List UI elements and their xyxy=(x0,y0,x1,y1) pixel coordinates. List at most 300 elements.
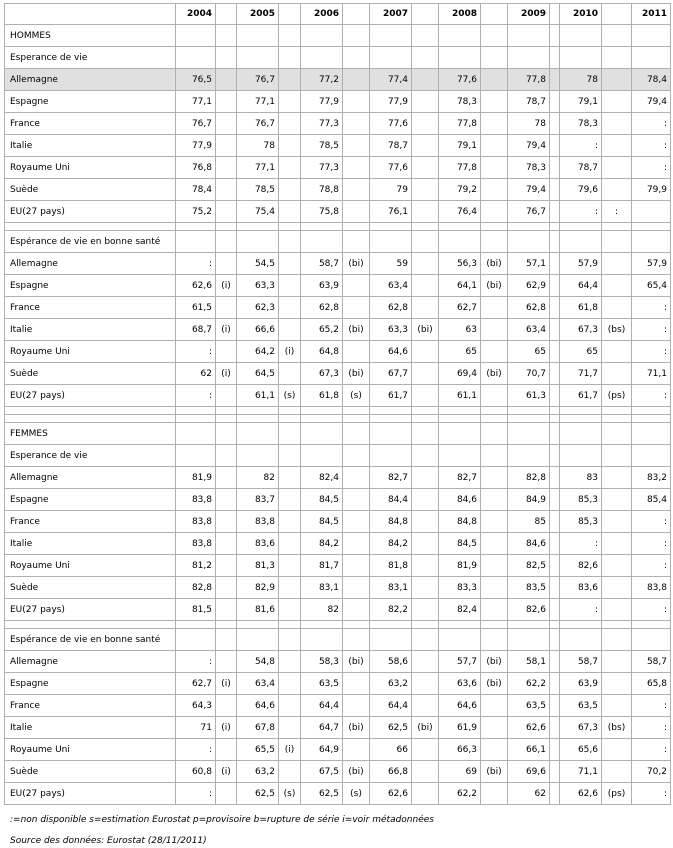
flag-cell xyxy=(481,179,508,201)
table-row xyxy=(5,577,671,599)
empty-cell xyxy=(508,445,550,467)
country-label: France xyxy=(5,695,176,717)
flag-cell xyxy=(216,341,237,363)
table-row xyxy=(5,385,671,407)
spacer-cell xyxy=(343,415,370,423)
empty-cell xyxy=(343,231,370,253)
value-cell: 83,6 xyxy=(237,533,279,555)
value-cell: 85,3 xyxy=(560,489,602,511)
value-cell: : xyxy=(632,717,671,739)
value-cell: 65 xyxy=(508,341,550,363)
flag-cell xyxy=(550,179,560,201)
empty-cell xyxy=(481,47,508,69)
flag-cell xyxy=(279,157,301,179)
value-cell: 78,7 xyxy=(508,91,550,113)
spacer-cell xyxy=(632,415,671,423)
flag-cell xyxy=(481,577,508,599)
table-row xyxy=(5,363,671,385)
value-cell: 61,9 xyxy=(439,717,481,739)
flag-cell xyxy=(343,599,370,621)
empty-cell xyxy=(370,629,412,651)
value-cell: : xyxy=(632,297,671,319)
empty-cell xyxy=(176,47,216,69)
section-label: Espérance de vie en bonne santé xyxy=(5,231,176,253)
flag-cell xyxy=(412,91,439,113)
flag-cell: (bs) xyxy=(602,717,632,739)
flag-cell: (ps) xyxy=(602,385,632,407)
country-label: Espagne xyxy=(5,673,176,695)
flag-cell xyxy=(602,739,632,761)
flag-cell xyxy=(412,577,439,599)
empty-cell xyxy=(237,47,279,69)
flag-cell xyxy=(550,555,560,577)
empty-cell xyxy=(216,423,237,445)
spacer-cell xyxy=(216,415,237,423)
flag-cell: (s) xyxy=(343,783,370,805)
flag-cell xyxy=(279,275,301,297)
spacer-cell xyxy=(508,621,550,629)
flag-cell xyxy=(343,695,370,717)
spacer-cell xyxy=(176,407,216,415)
value-cell: 79,6 xyxy=(560,179,602,201)
country-label: EU(27 pays) xyxy=(5,201,176,223)
table-row xyxy=(5,533,671,555)
value-cell: 77,9 xyxy=(370,91,412,113)
value-cell: : xyxy=(560,533,602,555)
empty-cell xyxy=(412,25,439,47)
empty-cell xyxy=(301,231,343,253)
spacer-cell xyxy=(5,223,176,231)
flag-cell xyxy=(550,599,560,621)
flag-cell: : xyxy=(602,201,632,223)
value-cell: 54,8 xyxy=(237,651,279,673)
value-cell: 59 xyxy=(370,253,412,275)
value-cell: 82 xyxy=(237,467,279,489)
flag-cell xyxy=(343,275,370,297)
flag-cell xyxy=(216,533,237,555)
value-cell: 63,9 xyxy=(301,275,343,297)
value-cell: 62 xyxy=(176,363,216,385)
spacer-cell xyxy=(370,621,412,629)
value-cell: 82 xyxy=(301,599,343,621)
value-cell: 79,9 xyxy=(632,179,671,201)
empty-cell xyxy=(279,423,301,445)
spacer-row xyxy=(5,415,671,423)
country-label: France xyxy=(5,297,176,319)
value-cell: 63,2 xyxy=(237,761,279,783)
value-cell: 77,6 xyxy=(439,69,481,91)
flag-cell xyxy=(481,695,508,717)
flag-cell xyxy=(279,201,301,223)
empty-cell xyxy=(602,231,632,253)
value-cell: 58,7 xyxy=(560,651,602,673)
spacer-cell xyxy=(301,407,343,415)
spacer-cell xyxy=(439,407,481,415)
value-cell: 77,9 xyxy=(176,135,216,157)
spacer-cell xyxy=(216,223,237,231)
flag-cell xyxy=(343,533,370,555)
flag-cell xyxy=(550,297,560,319)
country-label: Allemagne xyxy=(5,467,176,489)
value-cell: 62,7 xyxy=(176,673,216,695)
header-flag-cell xyxy=(550,4,560,25)
spacer-cell xyxy=(176,223,216,231)
flag-cell xyxy=(550,783,560,805)
value-cell: 78,5 xyxy=(301,135,343,157)
flag-cell xyxy=(550,577,560,599)
empty-cell xyxy=(237,423,279,445)
empty-cell xyxy=(560,423,602,445)
value-cell: 83,1 xyxy=(370,577,412,599)
value-cell: 62 xyxy=(508,783,550,805)
flag-cell xyxy=(216,69,237,91)
value-cell: 81,3 xyxy=(237,555,279,577)
value-cell: 63,4 xyxy=(508,319,550,341)
value-cell xyxy=(632,201,671,223)
header-flag-cell xyxy=(216,4,237,25)
value-cell: 82,4 xyxy=(439,599,481,621)
header-corner-cell xyxy=(5,4,176,25)
flag-cell xyxy=(481,341,508,363)
flag-cell xyxy=(412,761,439,783)
flag-cell xyxy=(550,319,560,341)
table-row xyxy=(5,489,671,511)
value-cell: 66,3 xyxy=(439,739,481,761)
value-cell: 68,7 xyxy=(176,319,216,341)
flag-cell xyxy=(481,739,508,761)
flag-cell xyxy=(602,673,632,695)
flag-cell xyxy=(602,341,632,363)
value-cell: : xyxy=(632,341,671,363)
spacer-cell xyxy=(602,223,632,231)
flag-cell xyxy=(602,363,632,385)
value-cell: 84,6 xyxy=(508,533,550,555)
country-label: Italie xyxy=(5,319,176,341)
value-cell: 79,1 xyxy=(439,135,481,157)
value-cell: 76,5 xyxy=(176,69,216,91)
value-cell: 83 xyxy=(560,467,602,489)
value-cell: 66,1 xyxy=(508,739,550,761)
spacer-cell xyxy=(301,621,343,629)
spacer-cell xyxy=(412,621,439,629)
spacer-cell xyxy=(550,621,560,629)
country-label: Italie xyxy=(5,533,176,555)
spacer-cell xyxy=(508,407,550,415)
empty-cell xyxy=(508,629,550,651)
empty-cell xyxy=(550,423,560,445)
value-cell: 63,3 xyxy=(370,319,412,341)
spacer-cell xyxy=(560,621,602,629)
flag-cell xyxy=(550,761,560,783)
flag-cell xyxy=(216,555,237,577)
value-cell: 83,5 xyxy=(508,577,550,599)
flag-cell xyxy=(602,69,632,91)
flag-cell xyxy=(412,651,439,673)
footnote-legend: :=non disponible s=estimation Eurostat p=provisoire b=rupture de série i=voir métadonnées xyxy=(10,815,434,825)
value-cell: 77,1 xyxy=(237,157,279,179)
table-row xyxy=(5,651,671,673)
empty-cell xyxy=(632,25,671,47)
value-cell: 61,1 xyxy=(237,385,279,407)
value-cell: 83,8 xyxy=(176,489,216,511)
value-cell: 61,1 xyxy=(439,385,481,407)
value-cell: 83,8 xyxy=(237,511,279,533)
value-cell: 67,3 xyxy=(301,363,343,385)
flag-cell xyxy=(216,511,237,533)
value-cell: 63,2 xyxy=(370,673,412,695)
table-row xyxy=(5,695,671,717)
year-header-2005: 2005 xyxy=(237,4,279,25)
flag-cell xyxy=(279,511,301,533)
flag-cell: (i) xyxy=(216,673,237,695)
flag-cell xyxy=(550,253,560,275)
value-cell: 78 xyxy=(508,113,550,135)
country-label: EU(27 pays) xyxy=(5,385,176,407)
value-cell: 57,1 xyxy=(508,253,550,275)
spacer-cell xyxy=(370,415,412,423)
value-cell: 85,3 xyxy=(560,511,602,533)
value-cell: 79 xyxy=(370,179,412,201)
value-cell: 77,3 xyxy=(301,113,343,135)
flag-cell xyxy=(481,599,508,621)
value-cell: 62,9 xyxy=(508,275,550,297)
empty-cell xyxy=(370,231,412,253)
empty-cell xyxy=(632,629,671,651)
spacer-cell xyxy=(632,621,671,629)
empty-cell xyxy=(176,629,216,651)
value-cell: 84,8 xyxy=(370,511,412,533)
footnote-source: Source des données: Eurostat (28/11/2011) xyxy=(10,836,207,846)
spacer-cell xyxy=(439,621,481,629)
value-cell: : xyxy=(176,385,216,407)
empty-cell xyxy=(370,423,412,445)
flag-cell xyxy=(279,651,301,673)
value-cell: : xyxy=(632,385,671,407)
flag-cell xyxy=(550,739,560,761)
value-cell: 64,6 xyxy=(237,695,279,717)
flag-cell xyxy=(279,695,301,717)
flag-cell: (bi) xyxy=(412,319,439,341)
table-row xyxy=(5,275,671,297)
value-cell: 65 xyxy=(439,341,481,363)
section-label-row xyxy=(5,25,671,47)
empty-cell xyxy=(343,423,370,445)
empty-cell xyxy=(602,47,632,69)
flag-cell xyxy=(216,651,237,673)
empty-cell xyxy=(279,47,301,69)
empty-cell xyxy=(550,25,560,47)
value-cell: 83,3 xyxy=(439,577,481,599)
flag-cell xyxy=(550,69,560,91)
flag-cell xyxy=(550,341,560,363)
empty-cell xyxy=(550,231,560,253)
flag-cell: (bs) xyxy=(602,319,632,341)
table-row xyxy=(5,341,671,363)
empty-cell xyxy=(508,423,550,445)
flag-cell xyxy=(343,69,370,91)
flag-cell xyxy=(216,201,237,223)
value-cell: 82,6 xyxy=(560,555,602,577)
value-cell: 82,2 xyxy=(370,599,412,621)
year-header-2011: 2011 xyxy=(632,4,671,25)
flag-cell xyxy=(216,695,237,717)
empty-cell xyxy=(343,445,370,467)
value-cell: 82,7 xyxy=(439,467,481,489)
flag-cell xyxy=(216,91,237,113)
value-cell: 77,8 xyxy=(439,113,481,135)
value-cell: 66,6 xyxy=(237,319,279,341)
table-row xyxy=(5,739,671,761)
table-row xyxy=(5,157,671,179)
table-row xyxy=(5,511,671,533)
empty-cell xyxy=(560,25,602,47)
empty-cell xyxy=(279,445,301,467)
value-cell: : xyxy=(176,783,216,805)
value-cell: 79,2 xyxy=(439,179,481,201)
header-flag-cell xyxy=(343,4,370,25)
value-cell: : xyxy=(176,253,216,275)
spacer-cell xyxy=(343,407,370,415)
value-cell: 75,8 xyxy=(301,201,343,223)
flag-cell xyxy=(216,739,237,761)
value-cell: 56,3 xyxy=(439,253,481,275)
value-cell: 78,7 xyxy=(560,157,602,179)
value-cell: 77,6 xyxy=(370,113,412,135)
value-cell: 79,1 xyxy=(560,91,602,113)
value-cell: 84,4 xyxy=(370,489,412,511)
empty-cell xyxy=(632,231,671,253)
country-label: Italie xyxy=(5,135,176,157)
flag-cell xyxy=(279,577,301,599)
value-cell: 63,3 xyxy=(237,275,279,297)
year-header-2004: 2004 xyxy=(176,4,216,25)
value-cell: 71,1 xyxy=(560,761,602,783)
value-cell: 78,5 xyxy=(237,179,279,201)
value-cell: 78,7 xyxy=(370,135,412,157)
value-cell: : xyxy=(176,651,216,673)
value-cell: 70,7 xyxy=(508,363,550,385)
empty-cell xyxy=(550,47,560,69)
header-flag-cell xyxy=(412,4,439,25)
flag-cell xyxy=(216,135,237,157)
flag-cell xyxy=(602,761,632,783)
country-label: Espagne xyxy=(5,275,176,297)
value-cell: 77,4 xyxy=(370,69,412,91)
spacer-cell xyxy=(550,407,560,415)
value-cell: 63 xyxy=(439,319,481,341)
spacer-cell xyxy=(237,223,279,231)
flag-cell xyxy=(602,135,632,157)
empty-cell xyxy=(602,629,632,651)
spacer-cell xyxy=(279,621,301,629)
table-row xyxy=(5,783,671,805)
flag-cell xyxy=(412,467,439,489)
flag-cell xyxy=(602,533,632,555)
value-cell: 77,9 xyxy=(301,91,343,113)
flag-cell xyxy=(343,297,370,319)
flag-cell xyxy=(343,467,370,489)
flag-cell xyxy=(602,91,632,113)
value-cell: 69,4 xyxy=(439,363,481,385)
flag-cell xyxy=(412,533,439,555)
empty-cell xyxy=(412,423,439,445)
empty-cell xyxy=(279,231,301,253)
value-cell: : xyxy=(632,157,671,179)
section-label: Esperance de vie xyxy=(5,445,176,467)
value-cell: 58,3 xyxy=(301,651,343,673)
empty-cell xyxy=(343,25,370,47)
empty-cell xyxy=(560,629,602,651)
spacer-cell xyxy=(560,415,602,423)
table-row xyxy=(5,761,671,783)
section-label-row xyxy=(5,629,671,651)
value-cell: 62,2 xyxy=(508,673,550,695)
value-cell: 83,8 xyxy=(176,533,216,555)
flag-cell xyxy=(481,489,508,511)
table-row xyxy=(5,135,671,157)
flag-cell xyxy=(412,783,439,805)
flag-cell xyxy=(279,533,301,555)
flag-cell xyxy=(343,341,370,363)
flag-cell xyxy=(343,91,370,113)
value-cell: 66,8 xyxy=(370,761,412,783)
flag-cell xyxy=(216,783,237,805)
flag-cell xyxy=(279,297,301,319)
value-cell: 84,8 xyxy=(439,511,481,533)
empty-cell xyxy=(550,445,560,467)
flag-cell xyxy=(343,179,370,201)
empty-cell xyxy=(301,445,343,467)
value-cell: 67,8 xyxy=(237,717,279,739)
value-cell: 82,8 xyxy=(176,577,216,599)
flag-cell xyxy=(216,385,237,407)
country-label: Suède xyxy=(5,577,176,599)
value-cell: 62,3 xyxy=(237,297,279,319)
spacer-cell xyxy=(508,223,550,231)
spacer-cell xyxy=(602,621,632,629)
value-cell: : xyxy=(560,135,602,157)
empty-cell xyxy=(439,629,481,651)
flag-cell xyxy=(216,599,237,621)
spacer-cell xyxy=(439,415,481,423)
value-cell: 64,3 xyxy=(176,695,216,717)
value-cell: 67,5 xyxy=(301,761,343,783)
flag-cell xyxy=(550,113,560,135)
spacer-cell xyxy=(279,223,301,231)
value-cell: 78,3 xyxy=(439,91,481,113)
value-cell: : xyxy=(632,135,671,157)
value-cell: : xyxy=(560,201,602,223)
value-cell: 81,2 xyxy=(176,555,216,577)
flag-cell xyxy=(412,275,439,297)
flag-cell xyxy=(343,555,370,577)
flag-cell xyxy=(481,113,508,135)
flag-cell xyxy=(550,533,560,555)
spacer-cell xyxy=(343,621,370,629)
value-cell: 54,5 xyxy=(237,253,279,275)
flag-cell xyxy=(602,695,632,717)
value-cell: 61,3 xyxy=(508,385,550,407)
empty-cell xyxy=(439,445,481,467)
value-cell: 64,5 xyxy=(237,363,279,385)
flag-cell xyxy=(550,135,560,157)
value-cell: 62,2 xyxy=(439,783,481,805)
flag-cell xyxy=(481,201,508,223)
flag-cell: (bi) xyxy=(481,363,508,385)
spacer-cell xyxy=(481,621,508,629)
table-row xyxy=(5,91,671,113)
empty-cell xyxy=(216,47,237,69)
